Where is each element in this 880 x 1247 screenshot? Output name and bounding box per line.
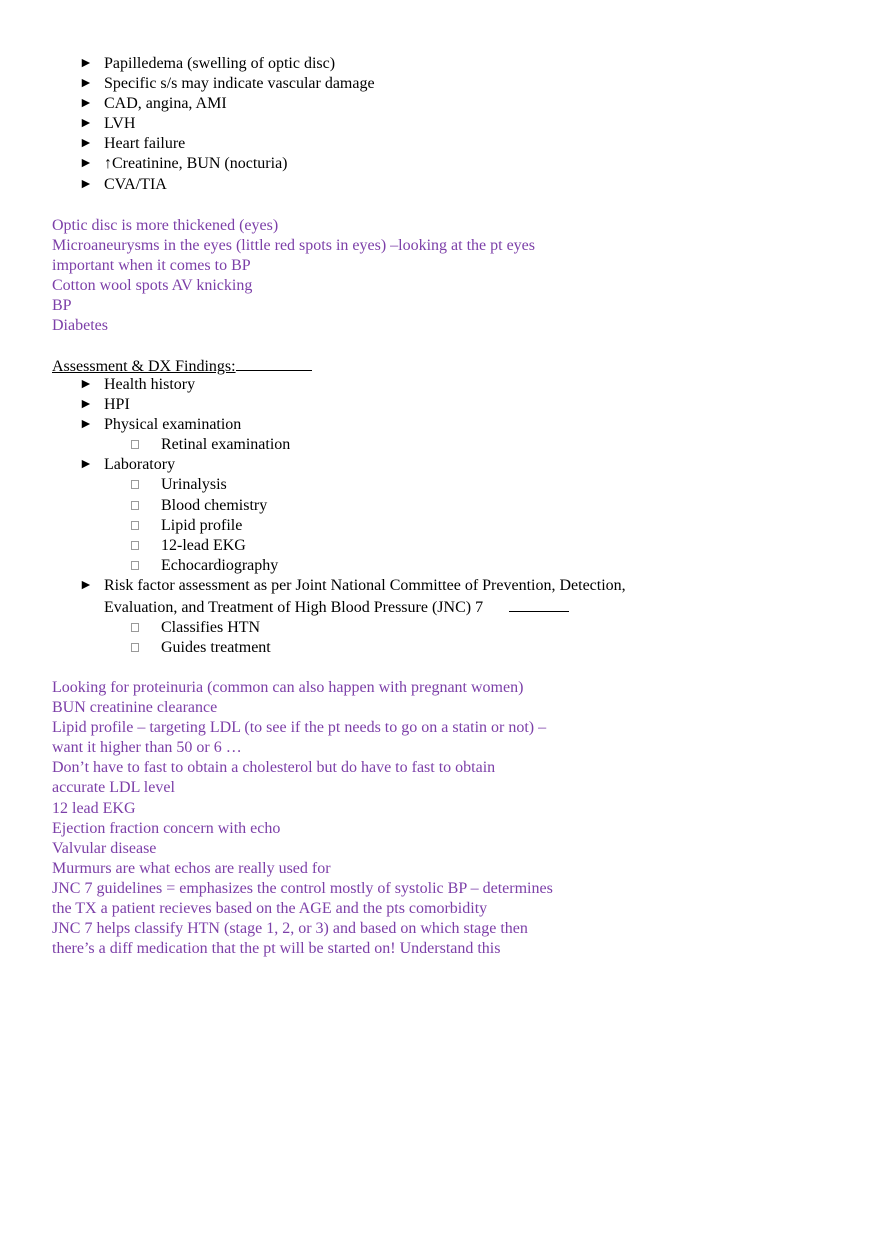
checkbox-bullet-icon [131,643,139,652]
list-item: ► Health history [0,375,880,395]
list-item: ► ↑Creatinine, BUN (nocturia) [0,154,880,174]
assessment-list [0,375,880,658]
sublist-item: Urinalysis [0,475,880,495]
list-item: ► CVA/TIA [0,175,880,195]
list-item: ► HPI [0,395,880,415]
note-line: the TX a patient recieves based on the AGE and the pts comorbidity [52,900,488,918]
checkbox-bullet-icon [131,480,139,489]
triangle-bullet-icon: ► [79,116,93,132]
list-item: ► LVH [0,114,880,134]
sublist-item: Classifies HTN [0,618,880,638]
note-line: Microaneurysms in the eyes (little red spots in eyes) –looking at the pt eyes [52,237,535,255]
triangle-bullet-icon: ► [79,417,93,433]
sublist-item: Lipid profile [0,516,880,536]
note-line: Looking for proteinuria (common can also happen with pregnant women) [52,679,524,696]
checkbox-bullet-icon [131,440,139,449]
complications-list [0,54,880,195]
laboratory-sublist [104,475,880,575]
notes-block-2 [52,678,553,959]
note-line: 12 lead EKG [52,799,136,817]
sublist-item: Blood chemistry [0,496,880,516]
note-line: JNC 7 guidelines = emphasizes the control mostly of systolic BP – determines [52,879,553,897]
note-line: Valvular disease [52,839,157,857]
notes-block-1 [52,216,535,337]
list-item: ► Physical examination Retinal examination [0,415,880,455]
checkbox-bullet-icon [131,501,139,510]
jnc-sublist [104,618,880,658]
sublist-item: Guides treatment [0,638,880,658]
checkbox-bullet-icon [131,623,139,632]
note-line: BUN creatinine clearance [52,699,218,717]
note-line: Optic disc is more thickened (eyes) [52,217,279,234]
underline-blank [236,355,312,371]
sublist-item: Retinal examination [0,435,880,455]
note-line: Ejection fraction concern with echo [52,819,281,837]
note-line: Lipid profile – targeting LDL (to see if the pt needs to go on a statin or not) – [52,719,547,737]
sublist-item: Echocardiography [0,556,880,576]
assessment-heading: Assessment & DX Findings: [52,355,312,377]
note-line: there’s a diff medication that the pt will be started on! Understand this [52,940,501,958]
triangle-bullet-icon: ► [79,176,93,192]
note-line: accurate LDL level [52,779,175,797]
checkbox-bullet-icon [131,561,139,570]
note-line: Cotton wool spots AV knicking [52,277,253,295]
list-item: ► Heart failure [0,134,880,154]
sublist-item: 12-lead EKG [0,536,880,556]
triangle-bullet-icon: ► [79,56,93,71]
checkbox-bullet-icon [131,541,139,550]
note-line: Murmurs are what echos are really used for [52,859,331,877]
triangle-bullet-icon: ► [79,136,93,152]
note-line: BP [52,297,72,315]
triangle-bullet-icon: ► [79,577,93,593]
triangle-bullet-icon: ► [79,156,93,172]
list-item: ► Papilledema (swelling of optic disc) [0,54,880,74]
checkbox-bullet-icon [131,521,139,530]
triangle-bullet-icon: ► [79,377,93,392]
note-line: JNC 7 helps classify HTN (stage 1, 2, or 3) and based on which stage then [52,920,528,938]
underline-blank [509,596,569,612]
note-line: want it higher than 50 or 6 … [52,739,242,757]
note-line: important when it comes to BP [52,257,251,275]
note-line: Don’t have to fast to obtain a cholesterol but do have to fast to obtain [52,759,496,777]
triangle-bullet-icon: ► [79,397,93,413]
list-item: ► Risk factor assessment as per Joint National Committee of Prevention, Detection, Evaluation, and Treatment of High Blood Pressure (JNC) 7 Classifies HTN Guides treatment [0,576,880,658]
list-item: ► Specific s/s may indicate vascular damage [0,74,880,94]
list-item: ► CAD, angina, AMI [0,94,880,114]
list-item: ► Laboratory Urinalysis Blood chemistry Lipid profile 12-lead EKG Echocardiography [0,455,880,576]
triangle-bullet-icon: ► [79,457,93,473]
triangle-bullet-icon: ► [79,96,93,112]
physical-exam-sublist [104,435,880,455]
note-line: Diabetes [52,317,108,335]
triangle-bullet-icon: ► [79,76,93,92]
